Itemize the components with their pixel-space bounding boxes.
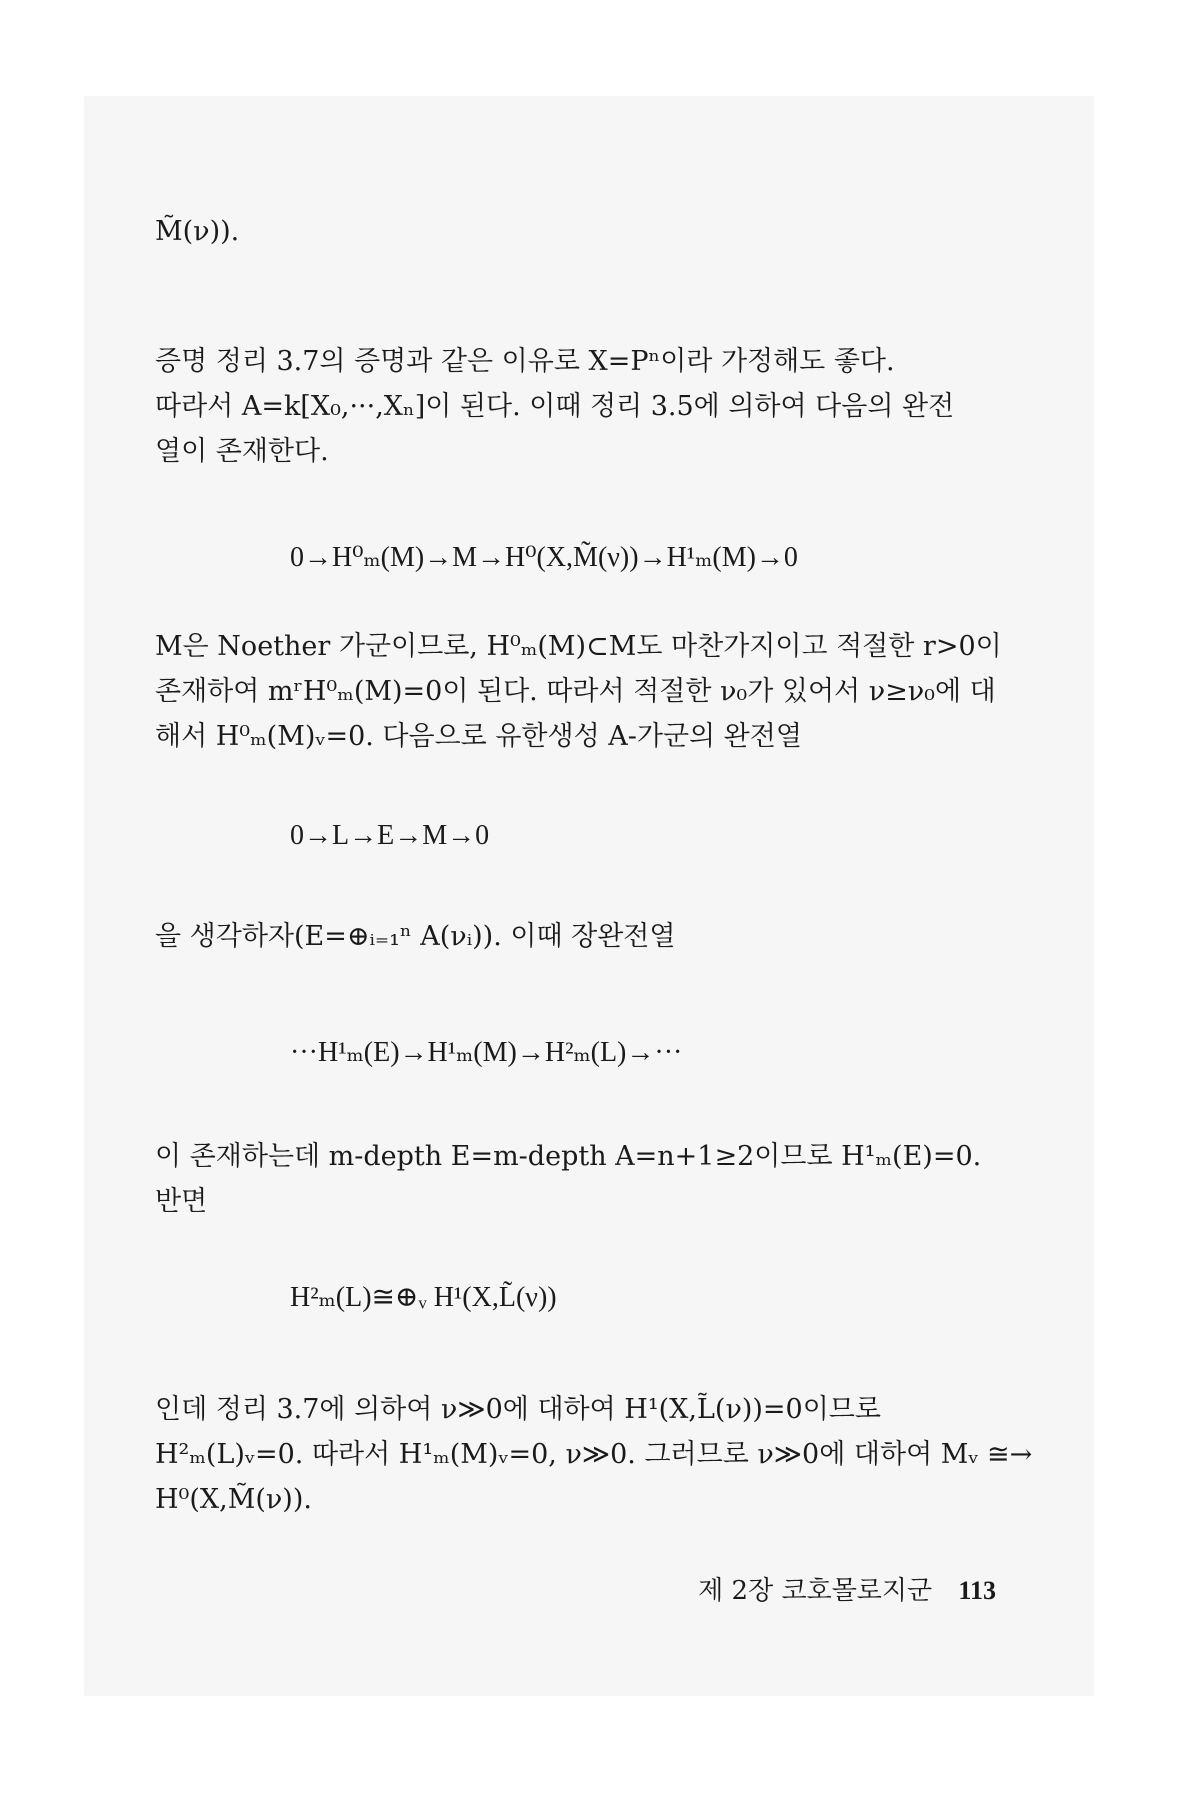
para4-line2: 반면 [155, 1186, 208, 1217]
para5-line2: H²ₘ(L)ᵥ=0. 따라서 H¹ₘ(M)ᵥ=0, ν≫0. 그러므로 ν≫0에 대하여 Mᵥ ≅→ [155, 1439, 1033, 1470]
para2-line3: 해서 H⁰ₘ(M)ᵥ=0. 다음으로 유한생성 A-가군의 완전열 [155, 721, 802, 752]
para3-line: 을 생각하자(E=⊕ᵢ₌₁ⁿ A(νᵢ)). 이때 장완전열 [155, 921, 676, 952]
page-number: 113 [958, 1576, 996, 1605]
para5-line1: 인데 정리 3.7에 의하여 ν≫0에 대하여 H¹(X,L̃(ν))=0이므로 [155, 1394, 881, 1425]
equation-1: 0→H⁰ₘ(M)→M→H⁰(X,M̃(ν))→H¹ₘ(M)→0 [290, 542, 798, 573]
equation-2: 0→L→E→M→0 [290, 820, 490, 851]
para4-line1: 이 존재하는데 m-depth E=m-depth A=n+1≥2이므로 H¹ₘ(E)=0. [155, 1141, 982, 1172]
para2-line1: M은 Noether 가군이므로, H⁰ₘ(M)⊂M도 마찬가지이고 적절한 r>0이 [155, 631, 1002, 662]
chapter-title: 제 2장 코호몰로지군 [698, 1576, 933, 1606]
para1-line3: 열이 존재한다. [155, 436, 329, 467]
para5-line3: H⁰(X,M̃(ν)). [155, 1484, 312, 1515]
page-footer [698, 1570, 996, 1607]
para1-line1: 증명 정리 3.7의 증명과 같은 이유로 X=Pⁿ이라 가정해도 좋다. [155, 346, 895, 377]
para1-line2: 따라서 A=k[X₀,···,Xₙ]이 된다. 이때 정리 3.5에 의하여 다음의 완전 [155, 391, 955, 422]
equation-4: H²ₘ(L)≅⊕ᵥ H¹(X,L̃(ν)) [290, 1282, 557, 1313]
equation-3: ···H¹ₘ(E)→H¹ₘ(M)→H²ₘ(L)→··· [290, 1037, 683, 1068]
top-fragment: M̃(ν)). [155, 216, 240, 247]
para2-line2: 존재하여 mʳH⁰ₘ(M)=0이 된다. 따라서 적절한 ν₀가 있어서 ν≥ν₀에 대 [155, 676, 996, 707]
